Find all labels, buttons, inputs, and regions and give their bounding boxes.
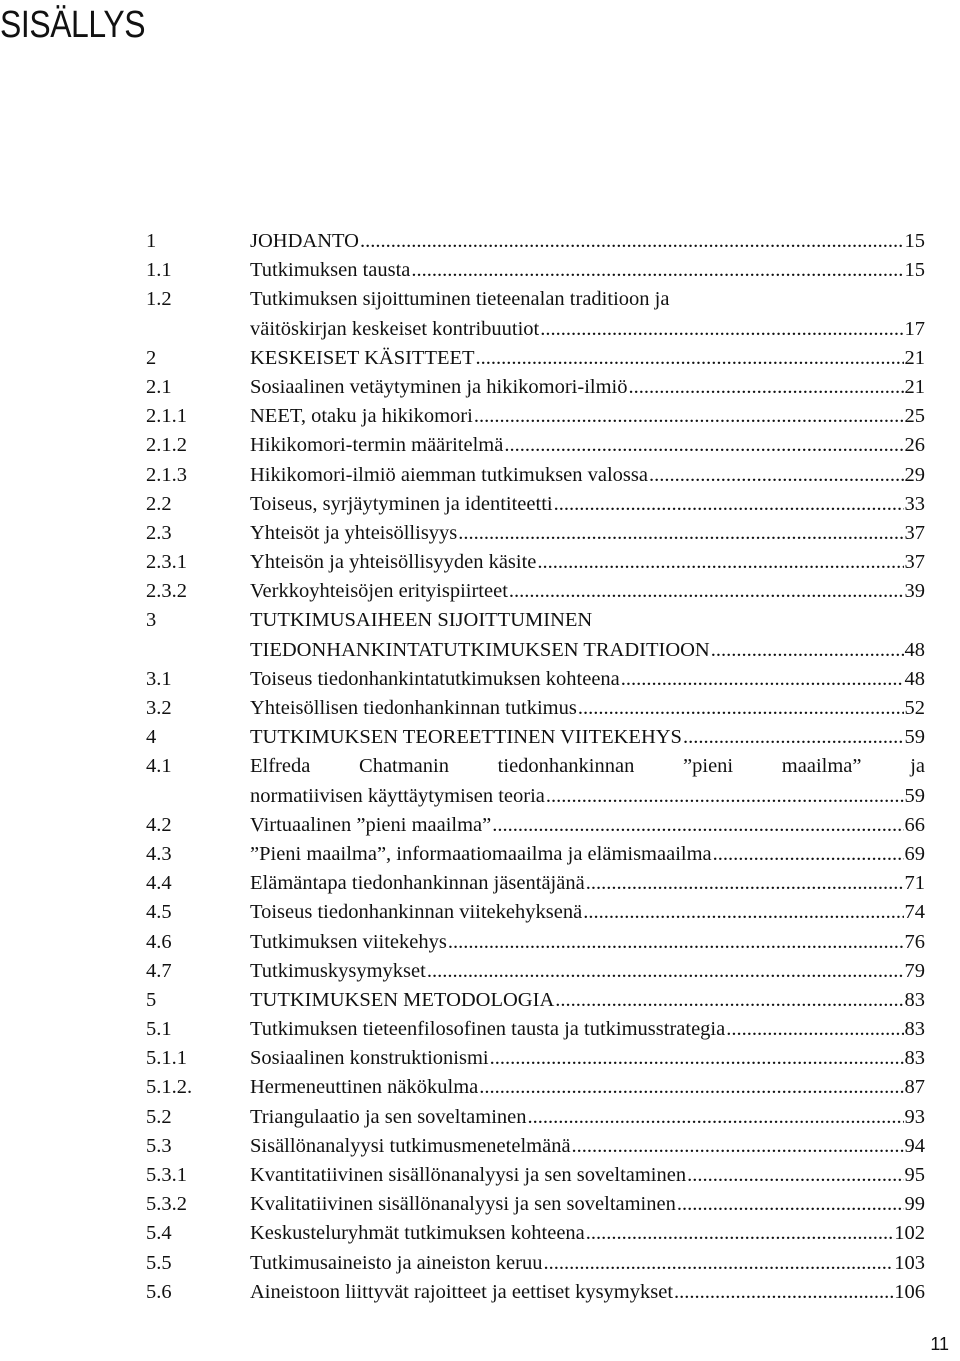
toc-entry-text	[250, 665, 925, 694]
toc-entry-title: Tutkimuksen tausta	[250, 259, 411, 282]
toc-entry-title: Tutkimuksen tieteenfilosofinen tausta ja tutkimusstrategia	[250, 1018, 726, 1041]
toc-entry-number: 4.3	[146, 842, 172, 865]
toc-entry-title: KESKEISET KÄSITTEET	[250, 346, 475, 369]
toc-entry-number: 4.7	[146, 959, 172, 982]
toc-entry-text	[250, 898, 925, 927]
toc-entry-text	[250, 1278, 925, 1307]
toc-entry-page: 79	[904, 959, 925, 982]
toc-entry-text	[250, 811, 925, 840]
toc-entry-page: 26	[904, 434, 925, 457]
toc-entry-title: ”Pieni maailma”, informaatiomaailma ja elämismaailma	[250, 842, 712, 865]
toc-entry[interactable]	[146, 1132, 925, 1161]
toc-entry-page: 21	[904, 346, 925, 369]
toc-entry-text	[250, 1073, 925, 1102]
toc-entry-text	[250, 1015, 925, 1044]
toc-entry-title-first-line: Tutkimuksen sijoittuminen tieteenalan traditioon ja	[250, 288, 670, 311]
toc-entry-number: 2.1	[146, 375, 172, 398]
toc-entry-page: 103	[894, 1251, 925, 1274]
toc-entry-text	[250, 285, 925, 343]
toc-entry[interactable]	[146, 461, 925, 490]
toc-entry-title: Sisällönanalyysi tutkimusmenetelmänä	[250, 1134, 571, 1157]
toc-entry-title: TUTKIMUKSEN METODOLOGIA	[250, 988, 555, 1011]
toc-entry-text	[250, 344, 925, 373]
toc-entry-page: 48	[904, 667, 925, 690]
dot-leader	[458, 519, 903, 548]
toc-entry[interactable]	[146, 694, 925, 723]
toc-entry-page: 99	[904, 1193, 925, 1216]
toc-entry[interactable]	[146, 606, 925, 664]
toc-entry-title: Yhteisöllisen tiedonhankinnan tutkimus	[250, 697, 577, 720]
toc-entry[interactable]	[146, 869, 925, 898]
toc-entry-number: 5.3.2	[146, 1193, 187, 1216]
toc-entry-number: 2.1.1	[146, 405, 187, 428]
table-of-contents	[146, 227, 925, 1307]
toc-entry-number: 5.2	[146, 1105, 172, 1128]
toc-entry-title: Toiseus, syrjäytyminen ja identiteetti	[250, 492, 553, 515]
dot-leader	[411, 256, 903, 285]
toc-entry-text	[250, 1103, 925, 1132]
dot-leader	[628, 373, 903, 402]
toc-entry-number: 2.1.3	[146, 463, 187, 486]
dot-leader	[476, 344, 904, 373]
toc-entry-page: 37	[904, 551, 925, 574]
toc-entry-title: Hermeneuttinen näkökulma	[250, 1076, 479, 1099]
toc-entry-number: 3.1	[146, 667, 172, 690]
toc-entry-number: 5.3.1	[146, 1164, 187, 1187]
dot-leader	[555, 986, 903, 1015]
dot-leader	[360, 227, 904, 256]
toc-entry[interactable]	[146, 548, 925, 577]
toc-entry-text	[250, 519, 925, 548]
toc-entry[interactable]	[146, 1103, 925, 1132]
toc-entry-page: 69	[904, 842, 925, 865]
toc-entry-title: Tutkimusaineisto ja aineiston keruu	[250, 1251, 543, 1274]
toc-entry-text	[250, 752, 925, 810]
toc-entry[interactable]	[146, 723, 925, 752]
dot-leader	[509, 577, 904, 606]
dot-leader	[586, 1219, 893, 1248]
toc-entry-title: TIEDONHANKINTATUTKIMUKSEN TRADITIOON	[250, 638, 710, 661]
toc-entry-text	[250, 928, 925, 957]
dot-leader	[537, 548, 903, 577]
toc-entry-title: JOHDANTO	[250, 230, 359, 252]
dot-leader	[677, 1190, 904, 1219]
toc-entry-page: 95	[904, 1164, 925, 1187]
toc-entry-title: TUTKIMUKSEN TEOREETTINEN VIITEKEHYS	[250, 726, 682, 749]
dot-leader	[713, 840, 904, 869]
toc-entry-number: 2.2	[146, 492, 172, 515]
toc-entry-number: 4.5	[146, 901, 172, 924]
toc-entry-title: Toiseus tiedonhankinnan viitekehyksenä	[250, 901, 583, 924]
toc-entry-page: 83	[904, 1047, 925, 1070]
toc-entry-text	[250, 577, 925, 606]
toc-entry[interactable]	[146, 898, 925, 927]
toc-entry-page: 21	[904, 375, 925, 398]
dot-leader	[546, 782, 904, 811]
toc-entry[interactable]	[146, 1249, 925, 1278]
dot-leader	[544, 1249, 894, 1278]
dot-leader	[554, 490, 904, 519]
toc-entry[interactable]	[146, 490, 925, 519]
dot-leader	[621, 665, 904, 694]
toc-entry[interactable]	[146, 1044, 925, 1073]
toc-entry-title: Yhteisön ja yhteisöllisyyden käsite	[250, 551, 537, 574]
toc-entry-number: 5	[146, 988, 157, 1011]
toc-entry-number: 5.4	[146, 1222, 172, 1245]
toc-entry[interactable]	[146, 431, 925, 460]
toc-entry[interactable]	[146, 285, 925, 343]
toc-entry-number: 2.3.1	[146, 551, 187, 574]
toc-entry-title: Yhteisöt ja yhteisöllisyys	[250, 521, 458, 544]
toc-entry-page: 106	[894, 1280, 925, 1303]
toc-entry-number: 4.4	[146, 872, 172, 895]
toc-entry-title-first-line: Elfreda Chatmanin tiedonhankinnan ”pieni maailma” ja	[250, 755, 925, 778]
toc-entry-text	[250, 227, 925, 256]
toc-entry-title: Sosiaalinen konstruktionismi	[250, 1047, 489, 1070]
toc-entry-text	[250, 957, 925, 986]
toc-entry-number: 2	[146, 346, 157, 369]
dot-leader	[586, 869, 904, 898]
toc-entry-page: 33	[904, 492, 925, 515]
dot-leader	[492, 811, 903, 840]
toc-entry-page: 48	[904, 638, 925, 661]
toc-entry-title: Sosiaalinen vetäytyminen ja hikikomori-ilmiö	[250, 375, 628, 398]
toc-entry-number: 4.1	[146, 755, 172, 778]
toc-entry-page: 94	[904, 1134, 925, 1157]
toc-entry-page: 37	[904, 521, 925, 544]
toc-entry-text	[250, 373, 925, 402]
dot-leader	[687, 1161, 903, 1190]
toc-entry-number: 1.2	[146, 288, 172, 311]
toc-entry-text	[250, 840, 925, 869]
toc-entry-page: 74	[904, 901, 925, 924]
toc-entry[interactable]	[146, 1073, 925, 1102]
toc-entry-title: Virtuaalinen ”pieni maailma”	[250, 813, 492, 836]
toc-entry[interactable]	[146, 577, 925, 606]
toc-entry-text	[250, 1190, 925, 1219]
dot-leader	[427, 957, 904, 986]
toc-entry-page: 87	[904, 1076, 925, 1099]
dot-leader	[726, 1015, 903, 1044]
toc-entry-text	[250, 1161, 925, 1190]
dot-leader	[711, 636, 904, 665]
dot-leader	[583, 898, 903, 927]
toc-entry-page: 83	[904, 988, 925, 1011]
toc-entry-title: Triangulaatio ja sen soveltaminen	[250, 1105, 527, 1128]
toc-entry-number: 2.3	[146, 521, 172, 544]
toc-entry-page: 83	[904, 1018, 925, 1041]
toc-entry-title-first-line: TUTKIMUSAIHEEN SIJOITTUMINEN	[250, 609, 593, 632]
toc-entry-title: väitöskirjan keskeiset kontribuutiot	[250, 317, 540, 340]
toc-entry-text	[250, 1219, 925, 1248]
dot-leader	[649, 461, 904, 490]
toc-entry[interactable]	[146, 519, 925, 548]
toc-entry-page: 39	[904, 580, 925, 603]
toc-entry-text	[250, 1249, 925, 1278]
toc-entry-title: Toiseus tiedonhankintatutkimuksen kohteena	[250, 667, 620, 690]
dot-leader	[674, 1278, 893, 1307]
toc-entry-number: 4.6	[146, 930, 172, 953]
toc-entry-page: 52	[904, 697, 925, 720]
toc-entry-text	[250, 431, 925, 460]
toc-entry-text	[250, 869, 925, 898]
toc-entry[interactable]	[146, 344, 925, 373]
toc-entry-title: Kvantitatiivinen sisällönanalyysi ja sen soveltaminen	[250, 1164, 687, 1187]
toc-entry-title: Tutkimuksen viitekehys	[250, 930, 447, 953]
toc-entry[interactable]	[146, 752, 925, 810]
toc-entry-title: normatiivisen käyttäytymisen teoria	[250, 784, 545, 807]
dot-leader	[540, 315, 903, 344]
toc-entry-title: Verkkoyhteisöjen erityispiirteet	[250, 580, 508, 603]
toc-entry-title: Keskusteluryhmät tutkimuksen kohteena	[250, 1222, 585, 1245]
toc-entry[interactable]	[146, 1161, 925, 1190]
toc-entry[interactable]	[146, 957, 925, 986]
toc-entry-number: 5.5	[146, 1251, 172, 1274]
toc-entry[interactable]	[146, 986, 925, 1015]
toc-entry-page: 102	[894, 1222, 925, 1245]
toc-entry[interactable]	[146, 928, 925, 957]
toc-entry-title: Hikikomori-termin määritelmä	[250, 434, 504, 457]
toc-entry-number: 3.2	[146, 697, 172, 720]
page-number: 11	[930, 1334, 949, 1354]
toc-entry-title: Kvalitatiivinen sisällönanalyysi ja sen soveltaminen	[250, 1193, 676, 1216]
toc-entry-number: 5.6	[146, 1280, 172, 1303]
toc-entry-page: 66	[904, 813, 925, 836]
toc-entry-title: NEET, otaku ja hikikomori	[250, 405, 473, 428]
dot-leader	[504, 431, 903, 460]
toc-entry[interactable]	[146, 373, 925, 402]
toc-entry[interactable]	[146, 1015, 925, 1044]
dot-leader	[578, 694, 904, 723]
toc-entry[interactable]	[146, 256, 925, 285]
toc-entry[interactable]	[146, 1278, 925, 1307]
toc-entry-page: 17	[904, 317, 925, 340]
toc-entry-page: 59	[904, 726, 925, 749]
toc-entry-number: 3	[146, 609, 157, 632]
toc-entry-number: 4	[146, 726, 157, 749]
dot-leader	[528, 1103, 904, 1132]
toc-entry-text	[250, 490, 925, 519]
toc-entry-title: Aineistoon liittyvät rajoitteet ja eettiset kysymykset	[250, 1280, 674, 1303]
toc-entry[interactable]	[146, 1190, 925, 1219]
toc-entry-page: 15	[904, 230, 925, 252]
dot-leader	[490, 1044, 904, 1073]
toc-entry-number: 5.1	[146, 1018, 172, 1041]
toc-entry-page: 71	[904, 872, 925, 895]
toc-entry-text	[250, 986, 925, 1015]
toc-entry-number: 1	[146, 230, 157, 252]
toc-entry-page: 15	[904, 259, 925, 282]
toc-entry-text	[250, 694, 925, 723]
toc-entry-text	[250, 606, 925, 664]
toc-entry-text	[250, 548, 925, 577]
toc-entry-number: 5.3	[146, 1134, 172, 1157]
toc-entry[interactable]	[146, 811, 925, 840]
toc-entry-page: 76	[904, 930, 925, 953]
toc-entry-page: 25	[904, 405, 925, 428]
toc-entry-text	[250, 1132, 925, 1161]
toc-entry[interactable]	[146, 402, 925, 431]
toc-entry-number: 5.1.1	[146, 1047, 187, 1070]
toc-entry-text	[250, 723, 925, 752]
toc-entry-text	[250, 402, 925, 431]
toc-entry-number: 2.3.2	[146, 580, 187, 603]
toc-entry-number: 5.1.2.	[146, 1076, 193, 1099]
toc-entry[interactable]	[146, 227, 925, 256]
toc-entry-title: Elämäntapa tiedonhankinnan jäsentäjänä	[250, 872, 585, 895]
toc-entry-title: Tutkimuskysymykset	[250, 959, 426, 982]
toc-entry-page: 93	[904, 1105, 925, 1128]
dot-leader	[448, 928, 904, 957]
toc-entry-page: 59	[904, 784, 925, 807]
toc-entry-text	[250, 1044, 925, 1073]
dot-leader	[683, 723, 904, 752]
toc-entry[interactable]	[146, 665, 925, 694]
toc-entry-title: Hikikomori-ilmiö aiemman tutkimuksen valossa	[250, 463, 648, 486]
page-title: SISÄLLYS	[0, 4, 146, 46]
toc-entry-number: 1.1	[146, 259, 172, 282]
toc-entry-text	[250, 256, 925, 285]
dot-leader	[479, 1073, 903, 1102]
dot-leader	[474, 402, 904, 431]
toc-entry-text	[250, 461, 925, 490]
toc-entry-number: 4.2	[146, 813, 172, 836]
dot-leader	[572, 1132, 904, 1161]
toc-entry[interactable]	[146, 1219, 925, 1248]
toc-entry-number: 2.1.2	[146, 434, 187, 457]
toc-entry-page: 29	[904, 463, 925, 486]
toc-entry[interactable]	[146, 840, 925, 869]
